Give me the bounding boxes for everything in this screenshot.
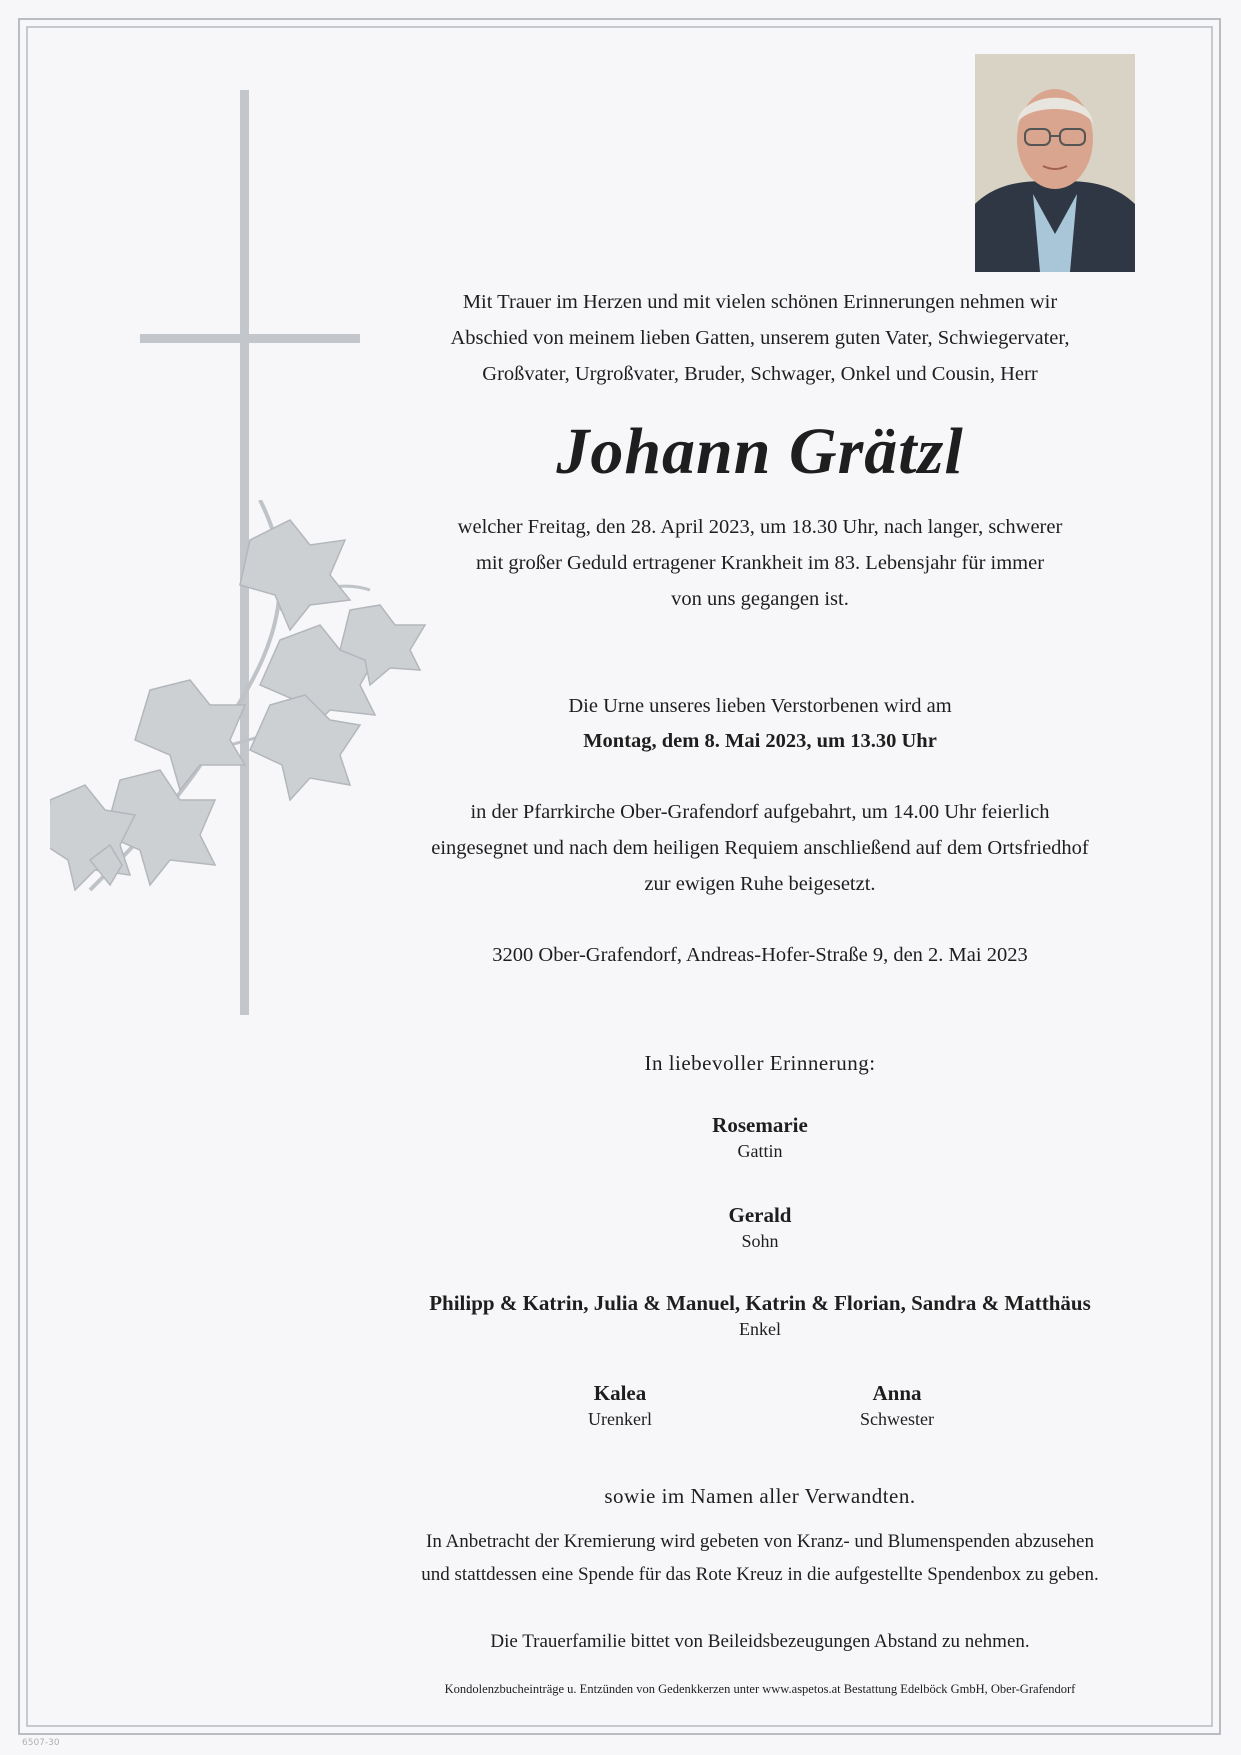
- relatives-text: sowie im Namen aller Verwandten.: [604, 1484, 916, 1508]
- document-code: 6507-30: [22, 1738, 60, 1748]
- family-member-son: [560, 1202, 960, 1254]
- member-name: Gerald: [728, 1203, 792, 1227]
- cremation-line-1: In Anbetracht der Kremierung wird gebeten von Kranz- und Blumenspenden abzusehen: [426, 1531, 1094, 1552]
- portrait-photo: [975, 54, 1135, 272]
- death-line-2: mit großer Geduld ertragener Krankheit im 83. Lebensjahr für immer: [475, 552, 1045, 574]
- death-line-3: von uns gegangen ist.: [671, 588, 849, 610]
- family-member-great-grandchild: [520, 1380, 720, 1432]
- ceremony-line-1: in der Pfarrkirche Ober-Grafendorf aufgebahrt, um 14.00 Uhr feierlich: [470, 801, 1050, 823]
- ceremony-line-2: eingesegnet und nach dem heiligen Requiem anschließend auf dem Ortsfriedhof: [431, 837, 1089, 859]
- family-member-grandchildren: [340, 1290, 1180, 1342]
- member-role: Enkel: [739, 1319, 781, 1339]
- death-text: [340, 509, 1180, 617]
- portrait-photo-icon: [975, 54, 1135, 272]
- place-date: 3200 Ober-Grafendorf, Andreas-Hofer-Straße 9, den 2. Mai 2023: [492, 944, 1028, 966]
- ceremony-text: [340, 794, 1180, 902]
- family-member-wife: [560, 1112, 960, 1164]
- member-role: Gattin: [737, 1141, 783, 1161]
- cross-horizontal-bar: [140, 334, 360, 343]
- intro-line-2: Abschied von meinem lieben Gatten, unserem guten Vater, Schwiegervater,: [450, 327, 1070, 349]
- member-name: Rosemarie: [712, 1113, 808, 1137]
- memory-heading: In liebevoller Erinnerung:: [644, 1051, 876, 1075]
- cremation-line-2: und stattdessen eine Spende für das Rote Kreuz in die aufgestellte Spendenbox zu geben.: [421, 1564, 1099, 1585]
- urn-intro: Die Urne unseres lieben Verstorbenen wird am: [568, 695, 952, 717]
- deceased-name: Johann Grätzl: [556, 415, 964, 488]
- condolence-note: Die Trauerfamilie bittet von Beileidsbezeugungen Abstand zu nehmen.: [490, 1631, 1030, 1652]
- member-role: Schwester: [860, 1409, 934, 1429]
- death-line-1: welcher Freitag, den 28. April 2023, um 18.30 Uhr, nach langer, schwerer: [457, 516, 1063, 538]
- ceremony-line-3: zur ewigen Ruhe beigesetzt.: [644, 873, 876, 895]
- footer-note: Kondolenzbucheinträge u. Entzünden von Gedenkkerzen unter www.aspetos.at Bestattung Edelböck GmbH, Ober-Grafendorf: [444, 1682, 1076, 1696]
- member-name: Kalea: [593, 1381, 647, 1405]
- intro-line-3: Großvater, Urgroßvater, Bruder, Schwager, Onkel und Cousin, Herr: [482, 363, 1038, 385]
- member-role: Urenkerl: [588, 1409, 652, 1429]
- family-member-sister: [797, 1380, 997, 1432]
- intro-line-1: Mit Trauer im Herzen und mit vielen schönen Erinnerungen nehmen wir: [462, 291, 1058, 313]
- member-name: Philipp & Katrin, Julia & Manuel, Katrin & Florian, Sandra & Matthäus: [429, 1291, 1091, 1315]
- intro-text: [340, 284, 1180, 392]
- cremation-text: [340, 1525, 1180, 1591]
- urn-date: Montag, dem 8. Mai 2023, um 13.30 Uhr: [583, 730, 937, 752]
- member-name: Anna: [872, 1381, 922, 1405]
- member-role: Sohn: [741, 1231, 779, 1251]
